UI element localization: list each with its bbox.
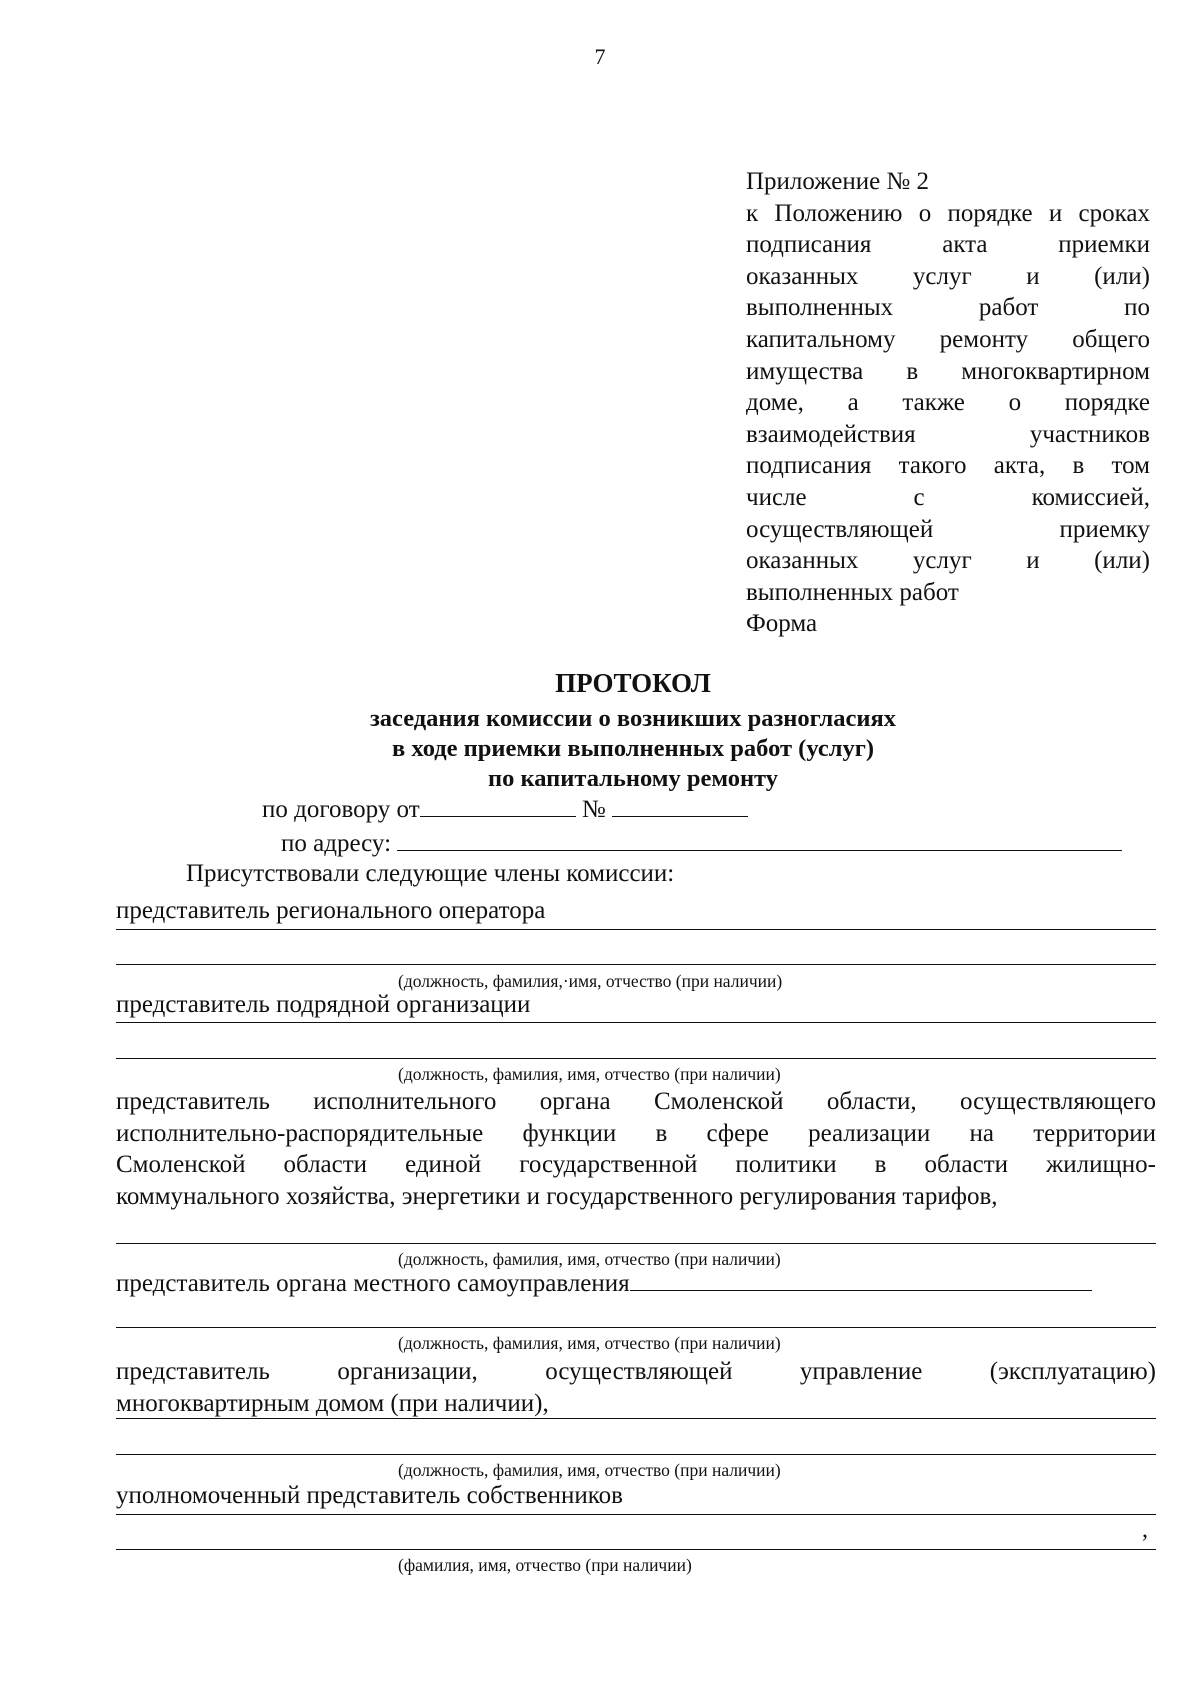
appendix-heading: Приложение № 2 <box>746 168 930 195</box>
local-government-name-field[interactable] <box>116 1327 1156 1328</box>
management-org-paragraph <box>116 1356 1156 1419</box>
appendix-line: капитальному ремонту общего <box>746 325 1150 353</box>
paragraph-line: Смоленской области единой государственной политики в области жилищно- <box>116 1151 1156 1178</box>
appendix-line: подписания такого акта, в том <box>746 452 1150 480</box>
contractor-name-field[interactable] <box>116 1058 1156 1059</box>
paragraph-line: представитель организации, осуществляющей управление (эксплуатацию) <box>116 1358 1156 1385</box>
contract-date-label: по договору от <box>262 796 420 823</box>
paragraph-line: исполнительно-распорядительные функции в сфере реализации на территории <box>116 1119 1156 1147</box>
appendix-reference <box>746 166 1150 640</box>
contract-line <box>262 796 748 824</box>
appendix-line: оказанных услуг и (или) <box>746 262 1150 290</box>
appendix-line: имущества в многоквартирном <box>746 357 1150 385</box>
address-field[interactable] <box>397 830 1122 851</box>
contract-number-field[interactable] <box>612 796 748 817</box>
protocol-subtitle-line: по капитальному ремонту <box>487 765 779 792</box>
appendix-line: взаимодействия участников <box>746 420 1150 448</box>
protocol-title: ПРОТОКОЛ <box>555 668 711 698</box>
owners-representative-field[interactable] <box>116 1514 1156 1515</box>
executive-body-paragraph <box>116 1086 1156 1212</box>
protocol-subtitle-line: в ходе приемки выполненных работ (услуг) <box>392 735 874 762</box>
paragraph-line: коммунального хозяйства, энергетики и государственного регулирования тарифов, <box>116 1182 998 1210</box>
paragraph-line: представитель исполнительного органа Смоленской области, осуществляющего <box>116 1088 1156 1115</box>
appendix-line: к Положению о порядке и сроках <box>746 199 1150 227</box>
regional-operator-field[interactable] <box>116 929 1156 930</box>
trailing-comma: , <box>1142 1517 1148 1543</box>
form-label: Форма <box>746 610 818 638</box>
page-number: 7 <box>594 44 606 69</box>
protocol-subtitle-line: заседания комиссии о возникших разногласиях <box>369 705 897 732</box>
appendix-line: оказанных услуг и (или) <box>746 547 1150 575</box>
local-government-text: представитель органа местного самоуправления <box>116 1270 630 1297</box>
field-caption: (должность, фамилия, имя, отчество (при наличии) <box>398 1460 781 1480</box>
contract-date-field[interactable] <box>420 796 576 817</box>
appendix-line: числе с комиссией, <box>746 483 1150 511</box>
appendix-line: выполненных работ <box>746 578 959 606</box>
address-label: по адресу: <box>281 830 392 857</box>
contract-number-sign: № <box>581 796 606 823</box>
appendix-line: выполненных работ по <box>746 294 1150 322</box>
field-caption: (должность, фамилия,·имя, отчество (при наличии) <box>398 971 783 991</box>
management-org-field[interactable] <box>116 1418 1156 1419</box>
present-members-label: Присутствовали следующие члены комиссии: <box>186 860 675 887</box>
regional-operator-label: представитель регионального оператора <box>116 897 546 924</box>
appendix-line: подписания акта приемки <box>746 231 1150 259</box>
management-org-name-field[interactable] <box>116 1454 1156 1455</box>
address-line <box>281 830 1122 858</box>
appendix-line: осуществляющей приемку <box>746 515 1150 543</box>
field-caption: (должность, фамилия, имя, отчество (при наличии) <box>398 1249 781 1269</box>
local-government-field[interactable] <box>630 1270 1092 1291</box>
field-caption: (должность, фамилия, имя, отчество (при наличии) <box>398 1333 781 1353</box>
contractor-label: представитель подрядной организации <box>116 991 531 1018</box>
local-government-label <box>116 1270 1092 1298</box>
executive-body-name-field[interactable] <box>116 1243 1156 1244</box>
appendix-line: доме, а также о порядке <box>746 389 1150 417</box>
paragraph-line: многоквартирным домом (при наличии), <box>116 1389 549 1417</box>
contractor-field[interactable] <box>116 1022 1156 1023</box>
field-caption: (должность, фамилия, имя, отчество (при наличии) <box>398 1064 781 1084</box>
owners-representative-name-field[interactable] <box>116 1549 1156 1550</box>
regional-operator-name-field[interactable] <box>116 964 1156 965</box>
field-caption: (фамилия, имя, отчество (при наличии) <box>398 1555 692 1575</box>
owners-representative-label: уполномоченный представитель собственников <box>116 1482 623 1509</box>
